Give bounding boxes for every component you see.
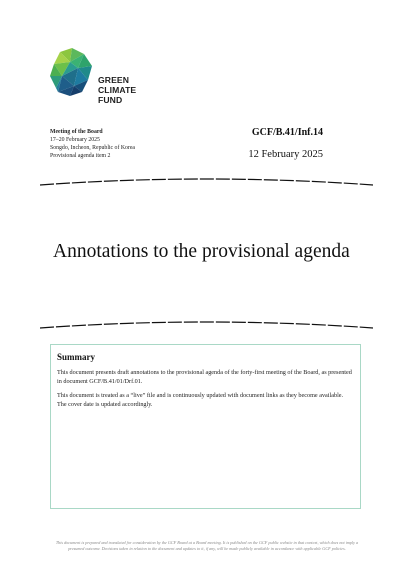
summary-heading: Summary [57, 352, 95, 362]
page-title: Annotations to the provisional agenda [53, 241, 350, 262]
meeting-agenda-item: Provisional agenda item 2 [50, 153, 111, 159]
summary-paragraph-1: This document presents draft annotations to the provisional agenda of the forty-first meeting of the Board, as presented in document GCF/B.41/01/Drf.01. [57, 369, 352, 385]
bottom-divider [40, 320, 373, 330]
logo-line-2: CLIMATE [98, 85, 137, 95]
meeting-dates: 17–20 February 2025 [50, 137, 100, 143]
meeting-info [50, 128, 230, 160]
meeting-title: Meeting of the Board [50, 129, 103, 135]
document-date: 12 February 2025 [248, 149, 323, 160]
top-divider [40, 177, 373, 187]
document-reference: GCF/B.41/Inf.14 [251, 127, 323, 138]
logo-wordmark [98, 75, 136, 105]
footer-disclaimer: This document is prepared and translated for consideration by the GCF Board at a Board meeting. It is published on the GCF public website in that context, which does not imply a presumed outcome. Decisions taken in relation to the document and updates to it, if any, will be made publicly available in accordance with applicable GCF policies. [55, 540, 359, 552]
logo-line-3: FUND [98, 95, 123, 105]
meeting-location: Songdo, Incheon, Republic of Korea [50, 145, 136, 151]
logo-line-1: GREEN [98, 75, 130, 85]
summary-box [50, 344, 361, 509]
summary-paragraph-2: This document is treated as a “live” file and is continuously updated with document links as they become available. The cover date is updated accordingly. [57, 392, 344, 408]
